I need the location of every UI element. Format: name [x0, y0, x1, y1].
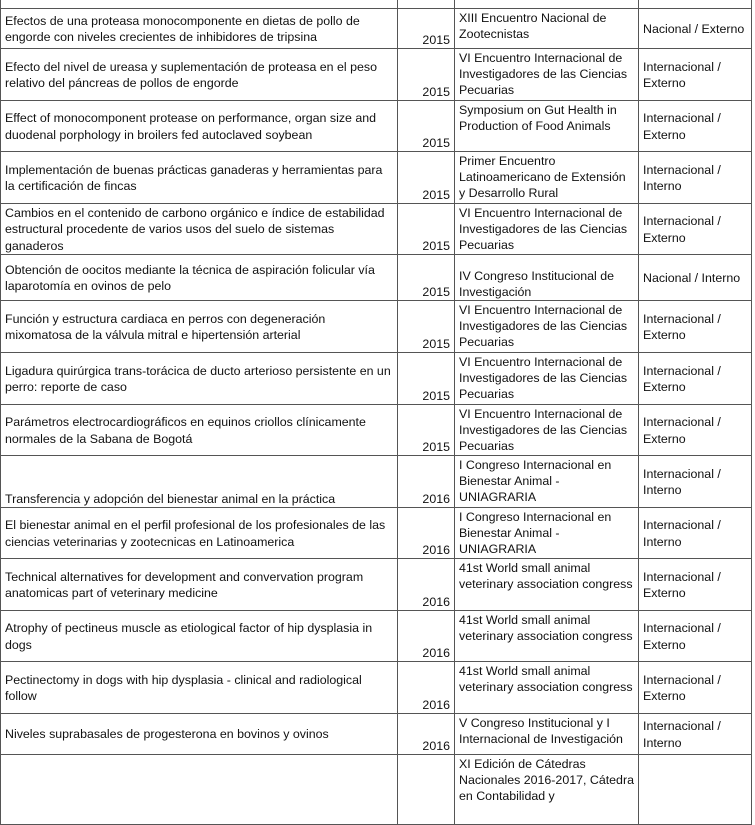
stub-cell [455, 0, 639, 9]
title-cell: Ligadura quirúrgica trans-torácica de ducto arterioso persistente en un perro: reporte de caso [1, 353, 398, 405]
title-cell: Parámetros electrocardiográficos en equinos criollos clínicamente normales de la Sabana de Bogotá [1, 405, 398, 456]
table-row [1, 662, 752, 714]
event-cell: Primer Encuentro Latinoamericano de Extensión y Desarrollo Rural [455, 152, 639, 204]
title-cell: Función y estructura cardiaca en perros con degeneración mixomatosa de la válvula mitral e hipertensión arterial [1, 301, 398, 353]
event-cell: 41st World small animal veterinary association congress [455, 611, 639, 662]
event-cell: Symposium on Gut Health in Production of Food Animals [455, 101, 639, 152]
scope-cell: Internacional / Externo [639, 405, 752, 456]
event-cell: VI Encuentro Internacional de Investigadores de las Ciencias Pecuarias [455, 49, 639, 101]
table-row [1, 9, 752, 49]
scope-cell: Nacional / Externo [639, 9, 752, 49]
event-cell: IV Congreso Institucional de Investigación [455, 255, 639, 301]
year-cell: 2015 [398, 101, 455, 152]
event-cell: I Congreso Internacional en Bienestar Animal - UNIAGRARIA [455, 508, 639, 559]
scope-cell: Internacional / Externo [639, 49, 752, 101]
title-cell: Pectinectomy in dogs with hip dysplasia - clinical and radiological follow [1, 662, 398, 714]
year-cell: 2016 [398, 662, 455, 714]
year-cell: 2016 [398, 559, 455, 611]
title-cell: Obtención de oocitos mediante la técnica de aspiración folicular vía laparotomía en ovinos de pelo [1, 255, 398, 301]
year-cell: 2016 [398, 456, 455, 508]
table-row [1, 611, 752, 662]
title-cell [1, 755, 398, 825]
event-cell: XIII Encuentro Nacional de Zootecnistas [455, 9, 639, 49]
event-cell: VI Encuentro Internacional de Investigadores de las Ciencias Pecuarias [455, 353, 639, 405]
year-cell: 2015 [398, 49, 455, 101]
table-row [1, 755, 752, 825]
scope-cell: Internacional / Externo [639, 301, 752, 353]
title-cell: Transferencia y adopción del bienestar animal en la práctica [1, 456, 398, 508]
table-row [1, 255, 752, 301]
scope-cell: Nacional / Interno [639, 255, 752, 301]
table-row [1, 559, 752, 611]
title-cell: Efectos de una proteasa monocomponente en dietas de pollo de engorde con niveles crecientes de inhibidores de tripsina [1, 9, 398, 49]
scope-cell: Internacional / Externo [639, 662, 752, 714]
event-cell: V Congreso Institucional y I Internacional de Investigación [455, 714, 639, 755]
event-cell: VI Encuentro Internacional de Investigadores de las Ciencias Pecuarias [455, 405, 639, 456]
title-cell: Niveles suprabasales de progesterona en bovinos y ovinos [1, 714, 398, 755]
scope-cell [639, 755, 752, 825]
scope-cell: Internacional / Externo [639, 204, 752, 255]
scope-cell: Internacional / Externo [639, 101, 752, 152]
stub-cell [1, 0, 398, 9]
title-cell: El bienestar animal en el perfil profesional de los profesionales de las ciencias veterinarias y zootecnicas en Latinoamerica [1, 508, 398, 559]
year-cell: 2015 [398, 405, 455, 456]
table-row [1, 405, 752, 456]
title-cell: Implementación de buenas prácticas ganaderas y herramientas para la certificación de fincas [1, 152, 398, 204]
year-cell: 2015 [398, 204, 455, 255]
scope-cell: Internacional / Interno [639, 508, 752, 559]
title-cell: Atrophy of pectineus muscle as etiological factor of hip dysplasia in dogs [1, 611, 398, 662]
event-cell: 41st World small animal veterinary association congress [455, 662, 639, 714]
stub-cell [398, 0, 455, 9]
table-row [1, 101, 752, 152]
table-row-top-stub [1, 0, 752, 9]
scope-cell: Internacional / Interno [639, 152, 752, 204]
table-row [1, 152, 752, 204]
table-row [1, 301, 752, 353]
table-row [1, 714, 752, 755]
title-cell: Effect of monocomponent protease on performance, organ size and duodenal porphology in broilers fed autoclaved soybean [1, 101, 398, 152]
table-row [1, 353, 752, 405]
scope-cell: Internacional / Interno [639, 456, 752, 508]
year-cell: 2016 [398, 611, 455, 662]
year-cell: 2016 [398, 714, 455, 755]
scope-cell: Internacional / Interno [639, 714, 752, 755]
scope-cell: Internacional / Externo [639, 611, 752, 662]
year-cell: 2015 [398, 301, 455, 353]
title-cell: Technical alternatives for development and convervation program anatomicas part of veterinary medicine [1, 559, 398, 611]
table-row [1, 204, 752, 255]
title-cell: Cambios en el contenido de carbono orgánico e índice de estabilidad estructural procedente de varios usos del suelo de sistemas ganaderos [1, 204, 398, 255]
scope-cell: Internacional / Externo [639, 353, 752, 405]
event-cell: XI Edición de Cátedras Nacionales 2016-2017, Cátedra en Contabilidad y [455, 755, 639, 825]
event-cell: VI Encuentro Internacional de Investigadores de las Ciencias Pecuarias [455, 301, 639, 353]
stub-cell [639, 0, 752, 9]
event-cell: 41st World small animal veterinary association congress [455, 559, 639, 611]
year-cell: 2015 [398, 152, 455, 204]
year-cell: 2015 [398, 353, 455, 405]
year-cell: 2015 [398, 255, 455, 301]
table-row [1, 456, 752, 508]
year-cell: 2016 [398, 508, 455, 559]
table-row [1, 49, 752, 101]
event-cell: I Congreso Internacional en Bienestar Animal - UNIAGRARIA [455, 456, 639, 508]
event-cell: VI Encuentro Internacional de Investigadores de las Ciencias Pecuarias [455, 204, 639, 255]
scope-cell: Internacional / Externo [639, 559, 752, 611]
year-cell: 2015 [398, 9, 455, 49]
year-cell [398, 755, 455, 825]
title-cell: Efecto del nivel de ureasa y suplementación de proteasa en el peso relativo del páncreas de pollos de engorde [1, 49, 398, 101]
table-row [1, 508, 752, 559]
